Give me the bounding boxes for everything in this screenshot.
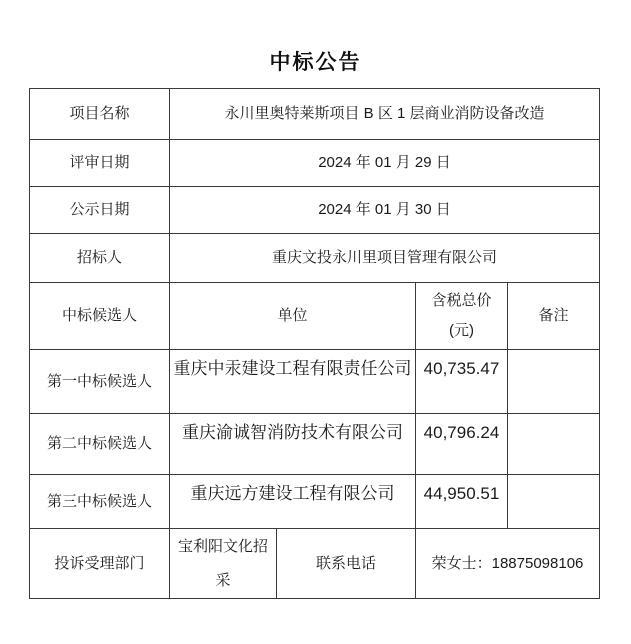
complaint-row [30, 529, 600, 599]
row-label: 项目名称 [30, 89, 170, 140]
candidate-remark [508, 350, 600, 414]
candidates-header-row [30, 283, 600, 350]
info-row-project [30, 89, 600, 140]
candidate-company: 重庆远方建设工程有限公司 [170, 475, 416, 529]
candidate-row-1 [30, 350, 600, 414]
header-price-line2: (元) [449, 322, 474, 339]
phone-value: 荣女士：18875098106 [416, 529, 600, 599]
candidate-remark [508, 414, 600, 475]
header-price-line1: 含税总价 [431, 292, 492, 309]
candidate-rank: 第一中标候选人 [30, 350, 170, 414]
complaint-department: 宝利阳文化招采 [170, 529, 277, 599]
complaint-label: 投诉受理部门 [30, 529, 170, 599]
candidate-remark [508, 475, 600, 529]
announcement-table [29, 88, 600, 599]
candidate-price: 40,796.24 [416, 414, 508, 475]
info-row-review-date [30, 140, 600, 187]
header-price [416, 283, 508, 350]
row-value: 重庆文投永川里项目管理有限公司 [170, 234, 600, 283]
candidate-company: 重庆渝诚智消防技术有限公司 [170, 414, 416, 475]
row-value: 2024 年 01 月 30 日 [170, 187, 600, 234]
row-value: 2024 年 01 月 29 日 [170, 140, 600, 187]
candidate-price: 40,735.47 [416, 350, 508, 414]
info-row-tenderer [30, 234, 600, 283]
row-label: 公示日期 [30, 187, 170, 234]
phone-label: 联系电话 [277, 529, 416, 599]
candidate-rank: 第三中标候选人 [30, 475, 170, 529]
candidate-company: 重庆中汞建设工程有限责任公司 [170, 350, 416, 414]
candidate-rank: 第二中标候选人 [30, 414, 170, 475]
page-title: 中标公告 [269, 51, 362, 74]
header-unit: 单位 [170, 283, 416, 350]
candidate-price: 44,950.51 [416, 475, 508, 529]
row-value: 永川里奥特莱斯项目 B 区 1 层商业消防设备改造 [170, 89, 600, 140]
info-row-publicity-date [30, 187, 600, 234]
row-label: 评审日期 [30, 140, 170, 187]
candidate-row-2 [30, 414, 600, 475]
candidate-row-3 [30, 475, 600, 529]
header-candidate: 中标候选人 [30, 283, 170, 350]
row-label: 招标人 [30, 234, 170, 283]
header-remark: 备注 [508, 283, 600, 350]
